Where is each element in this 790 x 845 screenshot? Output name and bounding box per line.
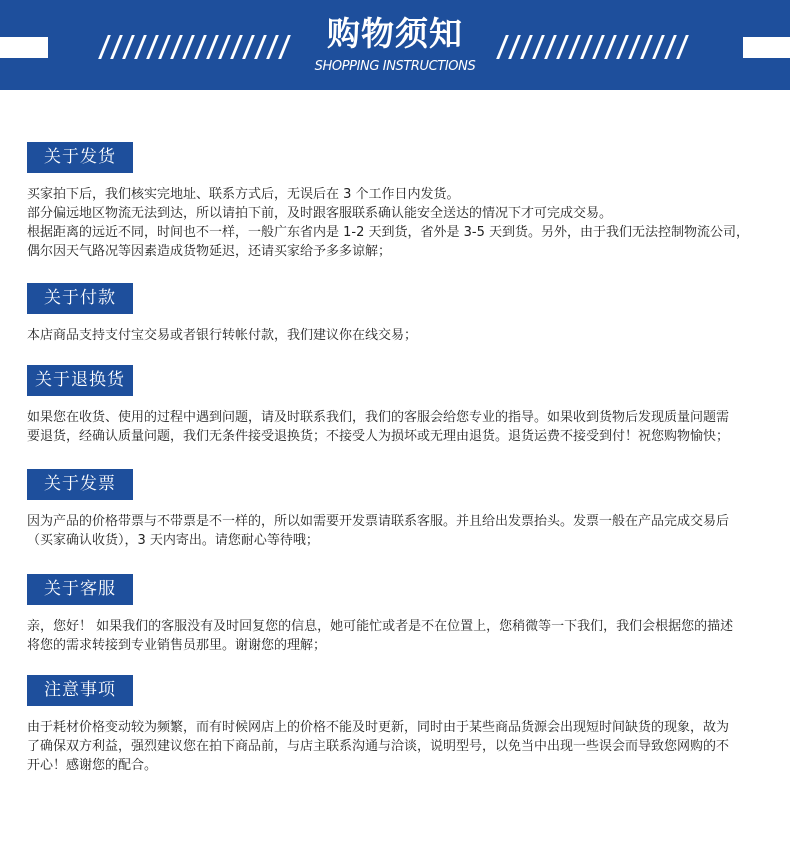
slash-stripe [134,35,147,59]
slash-stripe [604,35,617,59]
slash-stripe [146,35,159,59]
slash-stripe [122,35,135,59]
slash-stripe [496,35,509,59]
slash-stripe [616,35,629,59]
slash-stripe [98,35,111,59]
section-body [27,326,767,345]
slash-stripe [652,35,665,59]
page-subtitle: SHOPPING INSTRUCTIONS [314,59,476,74]
section-payment [27,283,767,345]
banner-slashes-right-decoration [495,33,693,61]
section-text-line: 要退货，经确认质量问题，我们无条件接受退换货；不接受人为损坏或无理由退货。退货运费不接受到付！祝您购物愉快； [27,429,730,444]
section-text-line: 开心！感谢您的配合。 [27,758,158,773]
section-body [27,512,767,550]
slash-stripe [580,35,593,59]
slash-stripe [640,35,653,59]
section-customer-service [27,574,767,655]
section-text-line: 根据距离的远近不同，时间也不一样，一般广东省内是 1-2 天到货，省外是 3-5 天到货。另外，由于我们无法控制物流公司， [27,225,749,240]
banner-right-decoration [743,37,790,58]
section-heading: 关于客服 [27,574,133,605]
header-banner [0,0,790,90]
slash-stripe [158,35,171,59]
section-body [27,185,767,261]
slash-stripe [206,35,219,59]
section-heading: 关于退换货 [27,365,133,396]
slash-stripe [664,35,677,59]
slash-stripe [242,35,255,59]
section-heading: 注意事项 [27,675,133,706]
slash-stripe [110,35,123,59]
section-text-line: 由于耗材价格变动较为频繁，而有时候网店上的价格不能及时更新，同时由于某些商品货源会出现短时间缺货的现象，故为 [27,720,730,735]
section-text-line: 了确保双方利益，强烈建议您在拍下商品前，与店主联系沟通与洽谈，说明型号，以免当中出现一些误会而导致您网购的不 [27,739,730,754]
slash-stripe [628,35,641,59]
section-returns [27,365,767,446]
section-text-line: 买家拍下后，我们核实完地址、联系方式后，无误后在 3 个工作日内发货。 [27,187,460,202]
section-text-line: 部分偏远地区物流无法到达，所以请拍下前，及时跟客服联系确认能安全送达的情况下才可完成交易。 [27,206,613,221]
section-text-line: 将您的需求转接到专业销售员那里。谢谢您的理解； [27,638,327,653]
section-body [27,617,767,655]
slash-stripe [568,35,581,59]
banner-left-decoration [0,37,48,58]
slash-stripe [170,35,183,59]
page-title: 购物须知 [327,14,463,53]
section-heading: 关于付款 [27,283,133,314]
slash-stripe [532,35,545,59]
section-shipping [27,142,767,261]
section-text-line: 偶尔因天气路况等因素造成货物延迟，还请买家给予多多谅解； [27,244,392,259]
slash-stripe [194,35,207,59]
slash-stripe [230,35,243,59]
slash-stripe [508,35,521,59]
banner-slashes-left-decoration [97,33,295,61]
slash-stripe [676,35,689,59]
section-text-line: （买家确认收货），3 天内寄出。请您耐心等待哦； [27,533,319,548]
slash-stripe [520,35,533,59]
section-body [27,408,767,446]
section-heading: 关于发票 [27,469,133,500]
section-notes [27,675,767,775]
slash-stripe [266,35,279,59]
section-body [27,718,767,775]
slash-stripe [218,35,231,59]
slash-stripe [182,35,195,59]
slash-stripe [254,35,267,59]
section-text-line: 亲，您好！ 如果我们的客服没有及时回复您的信息，她可能忙或者是不在位置上，您稍微等一下我们，我们会根据您的描述 [27,619,734,634]
section-text-line: 本店商品支持支付宝交易或者银行转帐付款，我们建议你在线交易； [27,328,418,343]
section-text-line: 如果您在收货、使用的过程中遇到问题，请及时联系我们，我们的客服会给您专业的指导。如果收到货物后发现质量问题需 [27,410,730,425]
section-heading: 关于发货 [27,142,133,173]
slash-stripe [592,35,605,59]
slash-stripe [544,35,557,59]
section-text-line: 因为产品的价格带票与不带票是不一样的，所以如需要开发票请联系客服。并且给出发票抬头。发票一般在产品完成交易后 [27,514,730,529]
slash-stripe [278,35,291,59]
section-invoice [27,469,767,550]
slash-stripe [556,35,569,59]
